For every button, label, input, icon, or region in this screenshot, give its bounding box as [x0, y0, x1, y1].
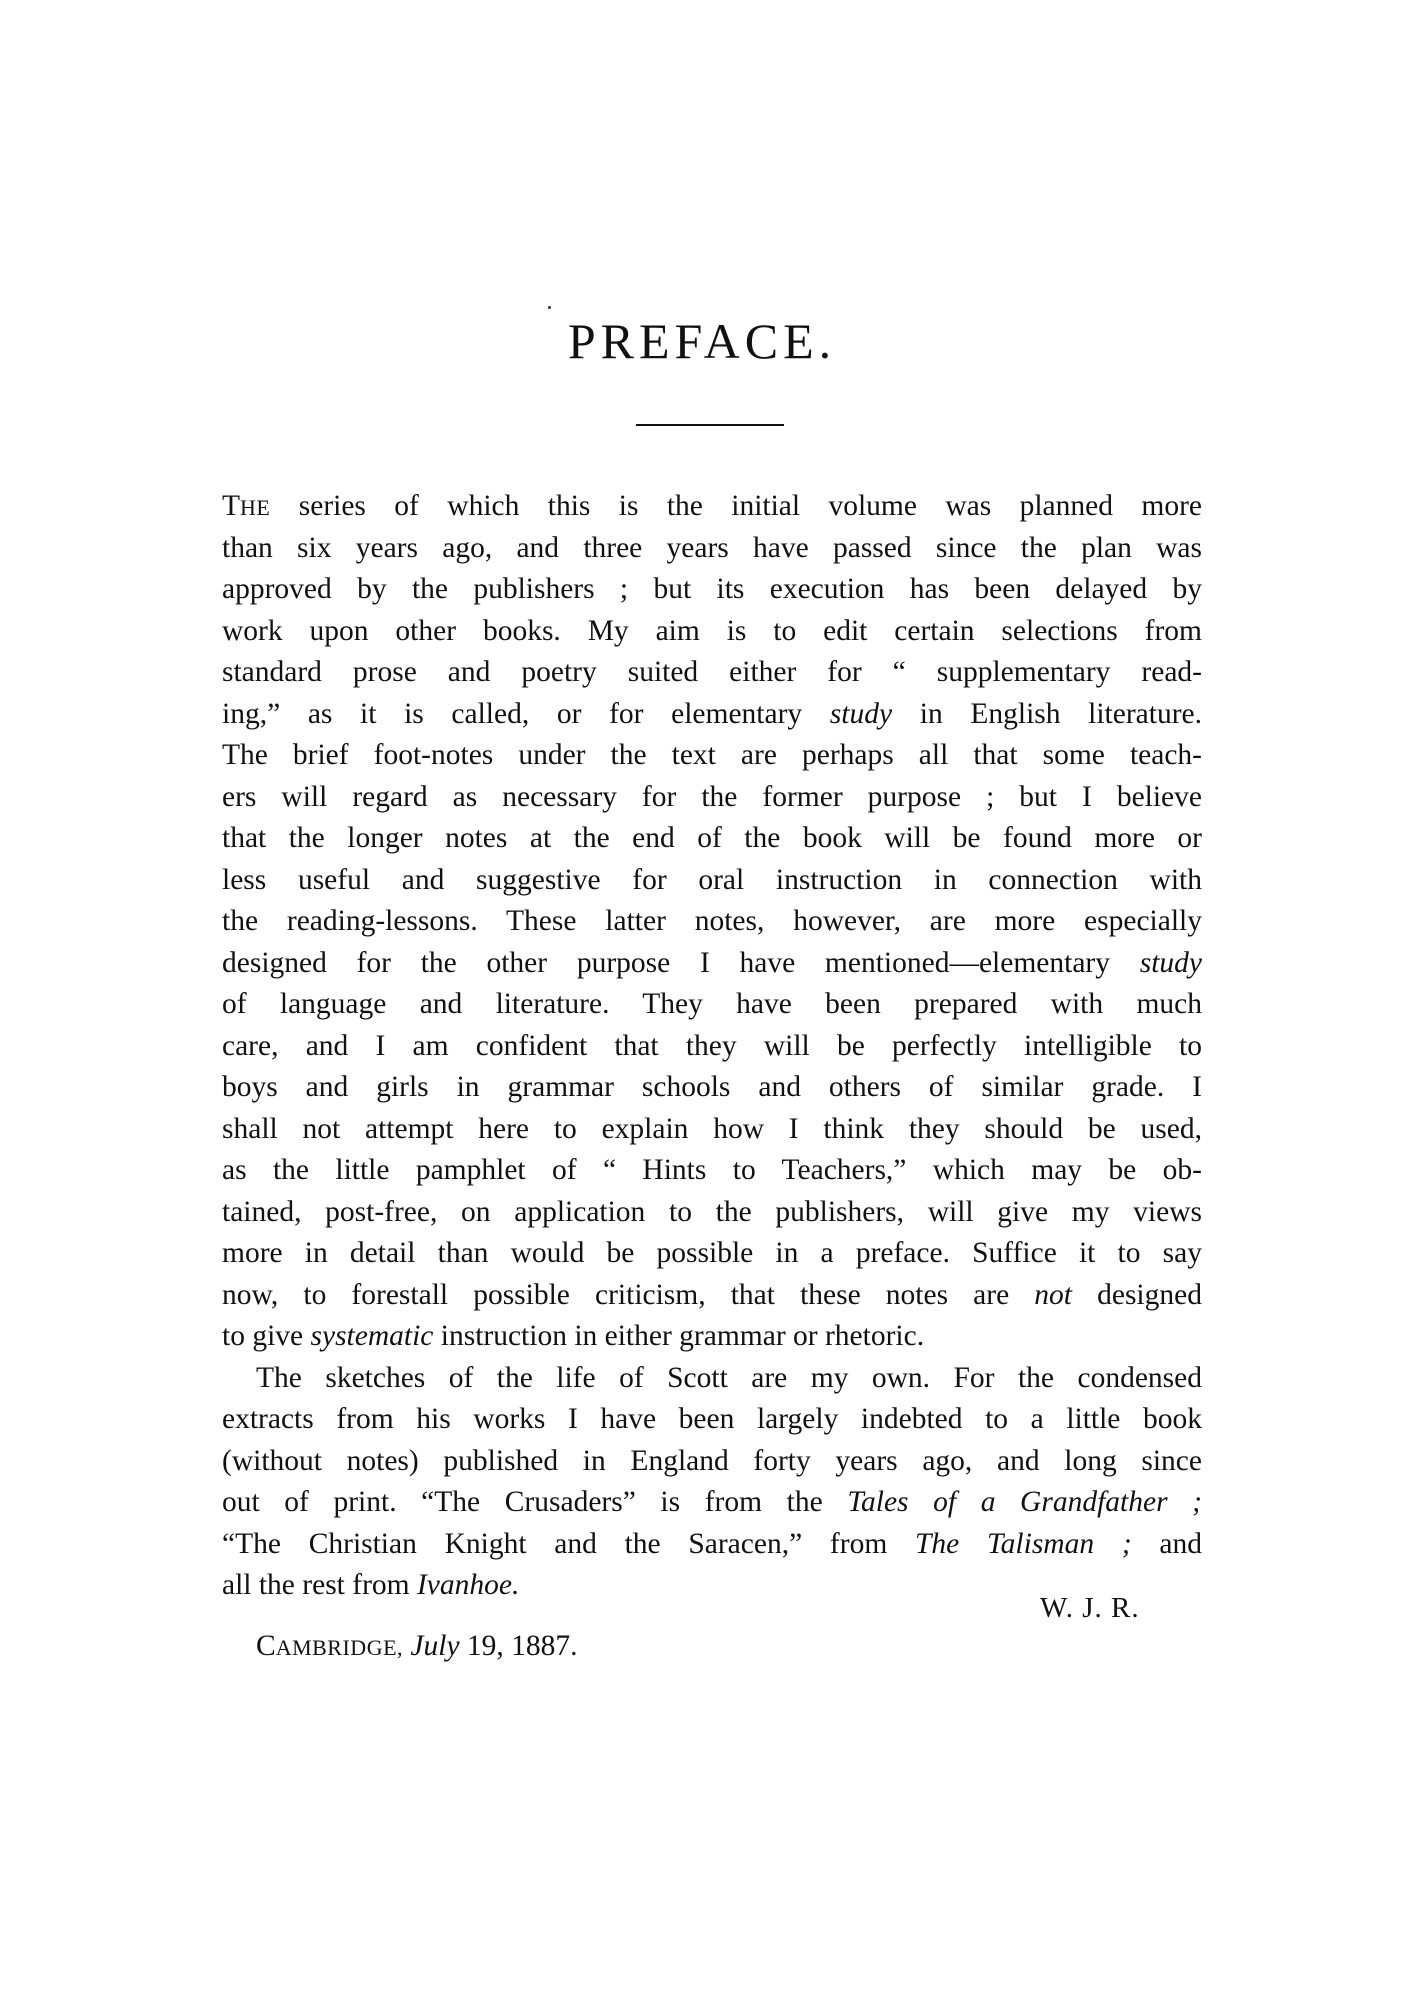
preface-body: [222, 486, 1202, 1607]
text-line: all the rest from Ivanhoe.: [222, 1569, 520, 1601]
text-line: to give systematic instruction in either grammar or rhetoric.: [222, 1320, 925, 1352]
emphasis: systematic: [310, 1320, 434, 1352]
text-line: The sketches of the life of Scott are my own. For the condensed: [256, 1361, 1202, 1394]
text-line: shall not attempt here to explain how I think they should be used,: [222, 1112, 1202, 1145]
text-line: “The Christian Knight and the Saracen,” from The Talisman ; and: [222, 1527, 1202, 1560]
emphasis: The Talisman ;: [915, 1527, 1132, 1560]
text-line: work upon other books. My aim is to edit certain selections from: [222, 614, 1202, 647]
text-line: ers will regard as necessary for the former purpose ; but I believe: [222, 780, 1202, 813]
emphasis: Ivanhoe.: [416, 1569, 520, 1601]
text-line: designed for the other purpose I have mentioned—elementary study: [222, 946, 1202, 979]
text-line: now, to forestall possible criticism, that these notes are not designed: [222, 1278, 1202, 1311]
emphasis: not: [1034, 1278, 1072, 1311]
emphasis: study: [829, 697, 893, 730]
text-line: ing,” as it is called, or for elementary study in English literature.: [222, 697, 1202, 730]
date-month: July: [410, 1630, 460, 1662]
text-line: care, and I am confident that they will be perfectly intelligible to: [222, 1029, 1202, 1062]
text-line: tained, post-free, on application to the publishers, will give my views: [222, 1195, 1202, 1228]
paragraph-2: [222, 1358, 1202, 1607]
print-speck: [548, 306, 551, 309]
text-line: (without notes) published in England forty years ago, and long since: [222, 1444, 1202, 1477]
text-line: out of print. “The Crusaders” is from the Tales of a Grandfather ;: [222, 1486, 1202, 1518]
text-line: more in detail than would be possible in a preface. Suffice it to say: [222, 1237, 1202, 1269]
text-line: less useful and suggestive for oral instruction in connection with: [222, 863, 1202, 896]
text-line: of language and literature. They have been prepared with much: [222, 988, 1202, 1020]
emphasis: study: [1139, 946, 1202, 979]
text-line: the reading-lessons. These latter notes, however, are more especially: [222, 905, 1202, 937]
dateline: CAMBRIDGE, July 19, 1887.: [256, 1630, 578, 1662]
text-line: that the longer notes at the end of the book will be found more or: [222, 822, 1202, 854]
emphasis: Tales of a Grandfather ;: [847, 1486, 1202, 1518]
text-line: extracts from his works I have been largely indebted to a little book: [222, 1403, 1202, 1435]
text-line: THE series of which this is the initial volume was planned more: [222, 490, 1202, 522]
text-line: standard prose and poetry suited either for “ supplementary read-: [222, 656, 1202, 688]
paragraph-1: [222, 486, 1202, 1358]
text-line: boys and girls in grammar schools and others of similar grade. I: [222, 1071, 1202, 1103]
page-title: PREFACE.: [567, 313, 837, 369]
text-line: approved by the publishers ; but its execution has been delayed by: [222, 573, 1202, 605]
text-line: than six years ago, and three years have passed since the plan was: [222, 531, 1202, 564]
title-rule: [636, 424, 784, 426]
text-line: as the little pamphlet of “ Hints to Teachers,” which may be ob-: [222, 1154, 1202, 1186]
text-line: The brief foot-notes under the text are perhaps all that some teach-: [222, 739, 1202, 771]
author-initials: W. J. R.: [1040, 1592, 1140, 1624]
